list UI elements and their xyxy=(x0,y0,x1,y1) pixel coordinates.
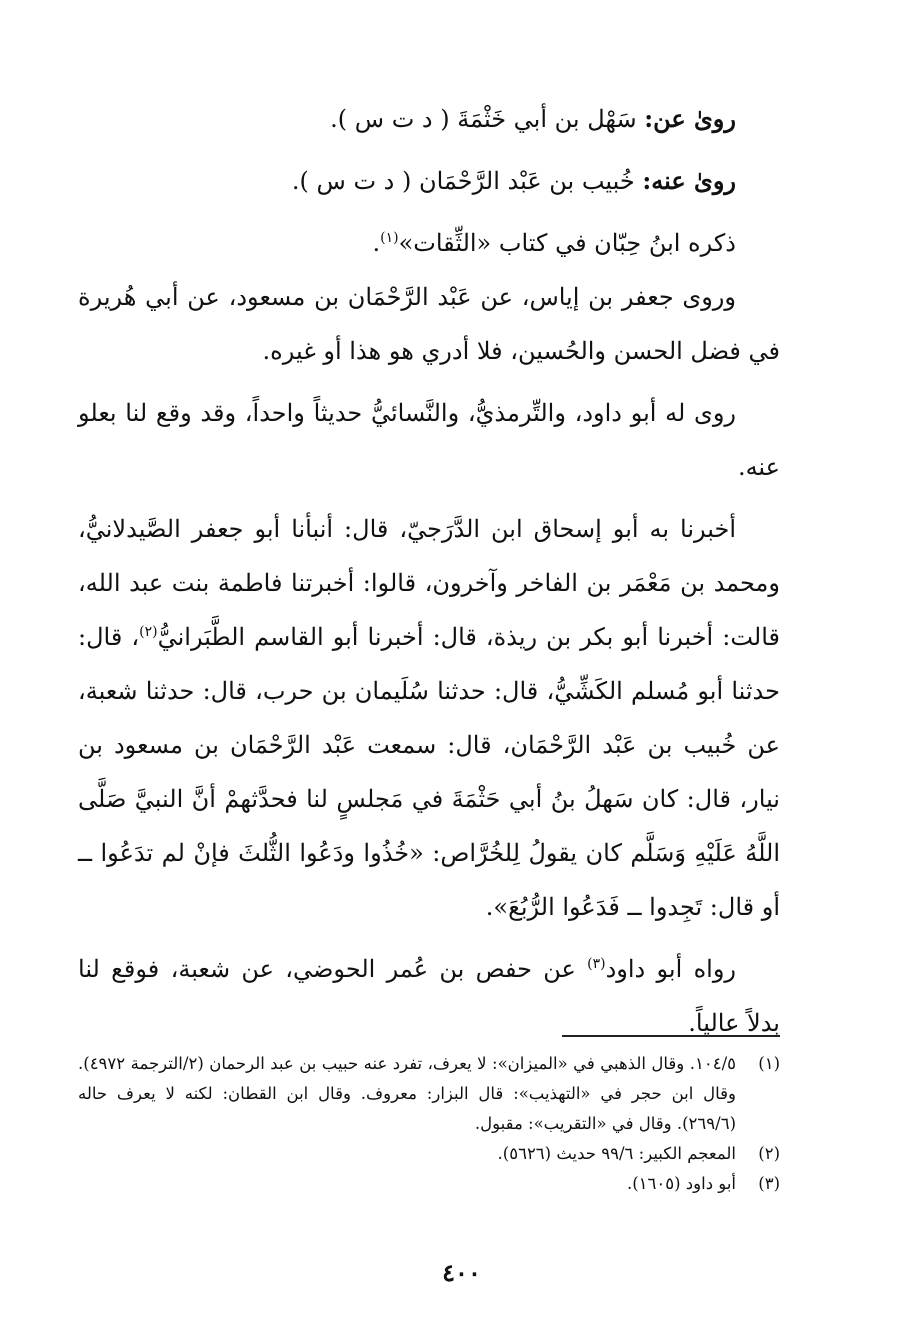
isnad-text-1: أخبرنا به أبو إسحاق ابن الدَّرَجيّ، قال: أنبأنا أبو جعفر الصَّيدلانيُّ، ومحمد بن مَعْمَر بن الفاخر وآخرون، قالوا: أخبرتنا فاطمة بنت عبد الله، قالت: أخبرنا أبو بكر بن ريذة، قال: أخبرنا أبو القاسم الطَّبَرانيُّ xyxy=(78,515,781,651)
footnote-number: (٢) xyxy=(758,1144,780,1163)
footnote-text: المعجم الكبير: ٩٩/٦ حديث (٥٦٢٦). xyxy=(497,1144,736,1163)
footnotes xyxy=(78,1049,780,1199)
riwaya-anhu-text: خُبيب بن عَبْد الرَّحْمَان ( د ت س ). xyxy=(291,167,635,195)
main-text xyxy=(78,92,780,1050)
riwaya-an-label: روىٰ عن: xyxy=(644,104,736,133)
footnote-text: ١٠٤/٥. وقال الذهبي في «الميزان»: لا يعرف، تفرد عنه حبيب بن عبد الرحمان (٢/الترجمة ٤٩٧٢). وقال ابن حجر في «التهذيب»: قال البزار: معروف. وقال ابن القطان: لكنه لا يعرف حاله (٢٦٩/٦). وقال في «التقريب»: مقبول. xyxy=(78,1054,736,1133)
footnote-text: أبو داود (١٦٠٥). xyxy=(626,1174,736,1193)
riwaya-anhu-line xyxy=(78,154,780,208)
jafar-text: وروى جعفر بن إياس، عن عَبْد الرَّحْمَان بن مسعود، عن أبي هُريرة في فضل الحسن والحُسين، فلا أدري هو هذا أو غيره. xyxy=(78,283,780,365)
thiqat-tail: . xyxy=(372,229,381,257)
isnad-paragraph xyxy=(78,502,780,934)
riwaya-an-text: سَهْل بن أبي خَثْمَةَ ( د ت س ). xyxy=(330,105,637,133)
rawa-lahu-paragraph xyxy=(78,386,780,494)
riwaya-an-line xyxy=(78,92,780,146)
riwaya-anhu-label: روىٰ عنه: xyxy=(642,166,736,195)
footnote-3 xyxy=(78,1169,780,1199)
rawa-lahu-text: روى له أبو داود، والتِّرمذيُّ، والنَّسائيُّ حديثاً واحداً، وقد وقع لنا بعلو عنه. xyxy=(78,399,780,481)
abu-dawud-text-2: عن حفص بن عُمر الحوضي، عن شعبة، فوقع لنا بدلاً عالياً. xyxy=(78,955,780,1037)
thiqat-text: ذكره ابنُ حِبّان في كتاب «الثِّقات» xyxy=(398,229,736,257)
thiqat-line xyxy=(78,216,780,270)
footnote-2 xyxy=(78,1139,780,1169)
footnote-number: (١) xyxy=(758,1054,780,1073)
footnote-number: (٣) xyxy=(758,1174,780,1193)
page-body xyxy=(78,92,781,1193)
abu-dawud-paragraph xyxy=(78,942,780,1050)
isnad-text-2: ، قال: حدثنا أبو مُسلم الكَشِّيُّ، قال: حدثنا سُلَيمان بن حرب، قال: حدثنا شعبة، عن خُبيب بن عَبْد الرَّحْمَان، قال: سمعت عَبْد الرَّحْمَان بن مسعود بن نيار، قال: كان سَهلُ بنُ أبي حَثْمَةَ في مَجلسٍ لنا فحدَّثهمْ أنَّ النبيَّ صَلَّى اللَّهُ عَلَيْهِ وَسَلَّم كان يقولُ لِلخُرَّاص: «خُذُوا ودَعُوا الثُّلثَ فإنْ لم تدَعُوا ــ أو قال: تَجِدوا ــ فَدَعُوا الرُّبُعَ». xyxy=(78,623,780,921)
abu-dawud-text-1: رواه أبو داود xyxy=(605,955,737,983)
jafar-paragraph xyxy=(78,270,780,378)
page-number: ٤٠٠ xyxy=(442,1258,481,1287)
footnote-ref-1[interactable]: (١) xyxy=(380,230,399,246)
footnote-1 xyxy=(78,1049,780,1139)
footnote-ref-2[interactable]: (٢) xyxy=(139,624,158,640)
footnote-ref-3[interactable]: (٣) xyxy=(587,956,606,972)
footnote-divider xyxy=(562,1035,780,1037)
